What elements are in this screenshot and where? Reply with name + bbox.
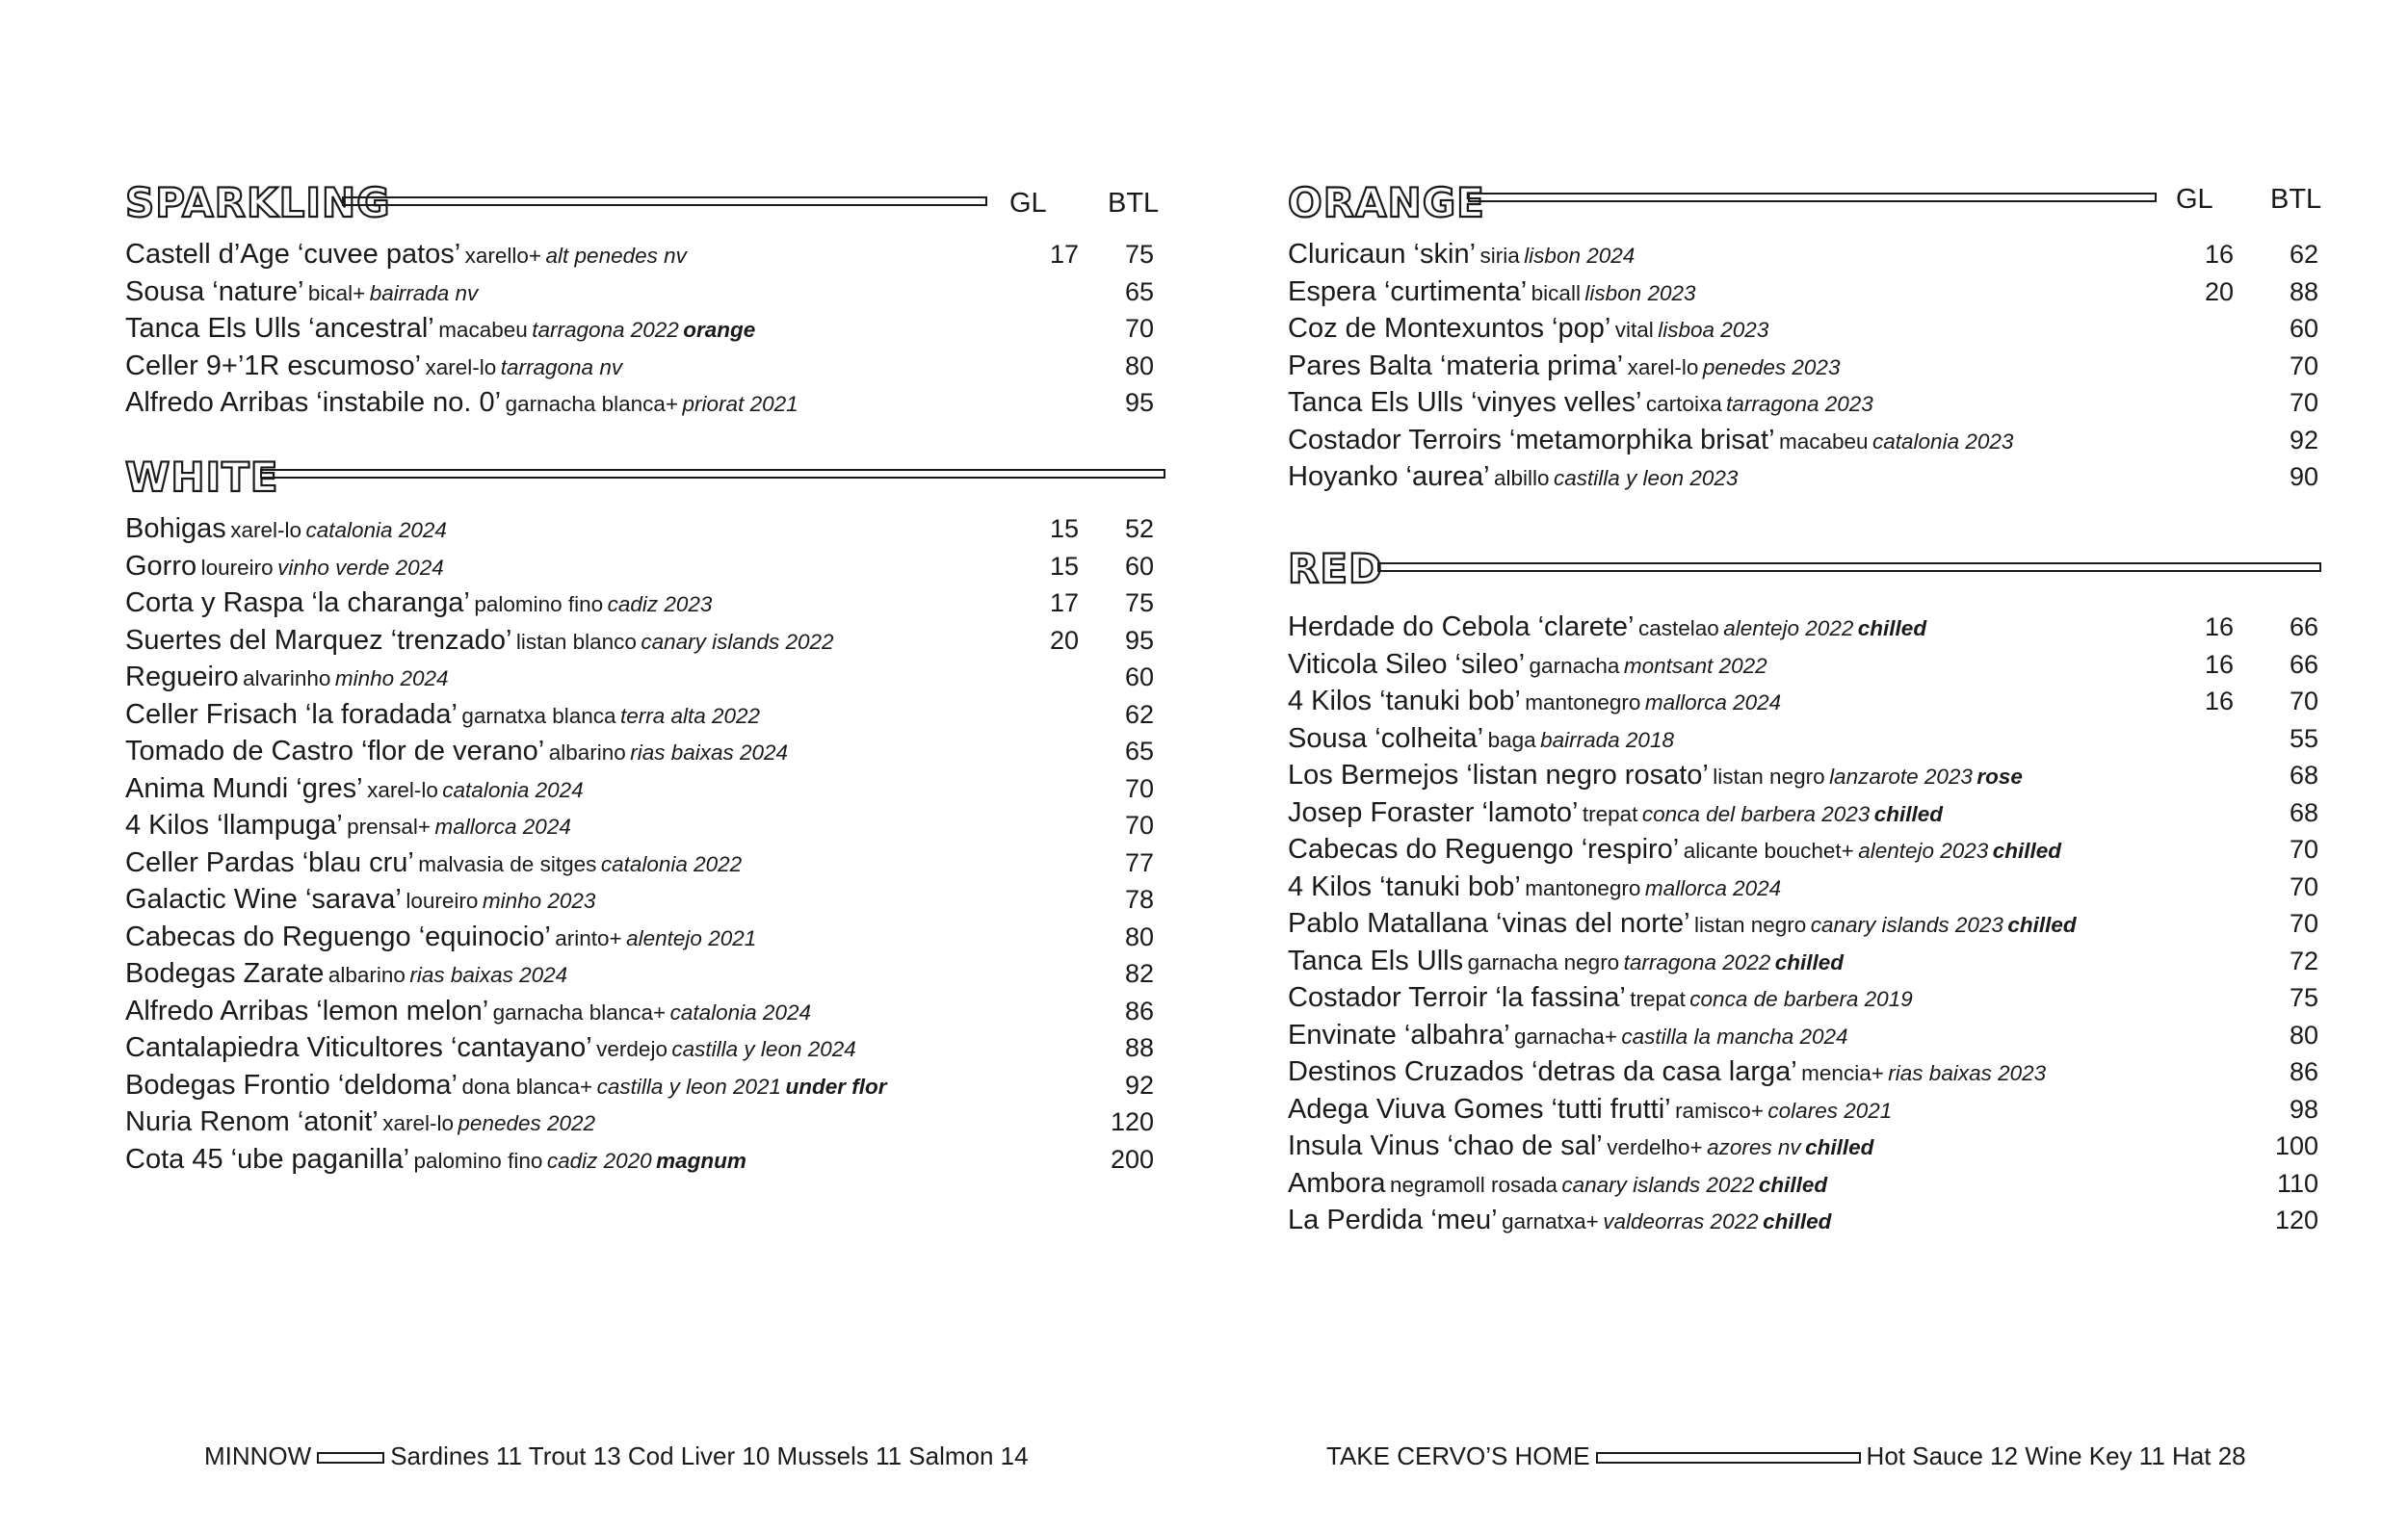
wine-row (125, 1029, 1165, 1067)
bottle-price: 60 (1124, 662, 1154, 691)
wine-note: orange (683, 318, 756, 342)
wine-region: tarragona 2022 (532, 318, 679, 342)
bottle-price: 66 (2289, 612, 2318, 641)
wine-row (1288, 348, 2323, 385)
wine-row (125, 584, 1165, 622)
gl-header: GL (1009, 188, 1047, 219)
wine-name: Sousa ‘colheita’ (1288, 722, 1484, 754)
glass-price: 16 (2204, 687, 2234, 715)
wine-name: 4 Kilos ‘llampuga’ (125, 810, 343, 841)
glass-price: 15 (1049, 551, 1079, 581)
minnow-divider (317, 1452, 384, 1464)
wine-grape: albarino (327, 963, 406, 987)
wine-grape: xarel-lo (230, 518, 302, 542)
bottle-price: 60 (2289, 314, 2318, 343)
bottle-price: 82 (1124, 959, 1154, 988)
wine-row (1288, 236, 2323, 273)
wine-row (125, 807, 1165, 844)
wine-note: chilled (1774, 949, 1845, 974)
white-header (125, 453, 1165, 510)
wine-name: Gorro (125, 550, 197, 582)
wine-name: Sousa ‘nature’ (125, 275, 304, 307)
wine-grape: garnatxa+ (1502, 1209, 1599, 1233)
sparkling-list (125, 236, 1165, 422)
bottle-price: 66 (2289, 649, 2318, 679)
wine-row (1288, 646, 2323, 684)
wine-row (125, 659, 1165, 696)
glass-price: 15 (1049, 514, 1079, 543)
wine-note: chilled (1763, 1209, 1832, 1233)
red-title: RED (1288, 545, 1383, 592)
wine-grape: siria (1479, 244, 1520, 268)
wine-name: 4 Kilos ‘tanuki bob’ (1288, 870, 1521, 902)
wine-row (1288, 458, 2323, 496)
wine-row (1288, 683, 2323, 720)
wine-region: priorat 2021 (682, 392, 798, 416)
wine-grape: garnacha blanca+ (492, 1000, 667, 1025)
wine-grape: trepat (1630, 987, 1686, 1011)
wine-name: Bodegas Zarate (125, 958, 325, 989)
wine-region: colares 2021 (1767, 1098, 1893, 1123)
wine-row (125, 881, 1165, 919)
wine-region: canary islands 2023 (1810, 913, 2003, 937)
wine-grape: malvasia de sitges (418, 851, 597, 876)
wine-name: Tanca Els Ulls ‘ancestral’ (125, 313, 434, 344)
wine-region: azores nv (1707, 1135, 1801, 1159)
wine-name: Hoyanko ‘aurea’ (1288, 461, 1490, 492)
wine-name: Ambora (1288, 1167, 1386, 1199)
wine-name: Alfredo Arribas ‘instabile no. 0’ (125, 387, 502, 418)
wine-name: Pares Balta ‘materia prima’ (1288, 350, 1624, 381)
wine-name: Galactic Wine ‘sarava’ (125, 884, 402, 915)
wine-name: La Perdida ‘meu’ (1288, 1205, 1498, 1235)
wine-row (125, 622, 1165, 660)
wine-name: Nuria Renom ‘atonit’ (125, 1106, 379, 1137)
bottle-price: 88 (1124, 1033, 1154, 1062)
bottle-price: 70 (2289, 835, 2318, 864)
wine-note: chilled (1805, 1135, 1874, 1159)
wine-region: catalonia 2024 (305, 518, 447, 542)
wine-region: lanzarote 2023 (1829, 765, 1973, 789)
bottle-price: 68 (2289, 761, 2318, 790)
wine-region: catalonia 2024 (442, 777, 584, 802)
glass-price: 17 (1049, 240, 1079, 269)
wine-region: rias baixas 2024 (409, 963, 568, 987)
glass-price: 16 (2204, 612, 2234, 641)
bottle-price: 86 (1124, 996, 1154, 1026)
wine-name: Tomado de Castro ‘flor de verano’ (125, 736, 545, 766)
bottle-price: 80 (1124, 922, 1154, 951)
merch-footer (1326, 1437, 2246, 1475)
white-divider (260, 469, 1165, 479)
merch-divider (1596, 1452, 1861, 1464)
wine-grape: xarel-lo (382, 1111, 454, 1135)
wine-note: chilled (1857, 616, 1927, 640)
wine-row (1288, 757, 2323, 794)
wine-row (1288, 1017, 2323, 1054)
wine-name: Herdade do Cebola ‘clarete’ (1288, 611, 1635, 642)
wine-row (1288, 1128, 2323, 1165)
wine-row (125, 273, 1165, 311)
wine-region: bairrada 2018 (1540, 727, 1674, 752)
wine-row (125, 1067, 1165, 1104)
wine-name: Pablo Matallana ‘vinas del norte’ (1288, 908, 1690, 939)
wine-grape: mencia+ (1801, 1061, 1884, 1085)
wine-row (125, 548, 1165, 585)
wine-grape: garnacha (1529, 653, 1620, 678)
orange-divider (1468, 193, 2157, 202)
wine-row (125, 310, 1165, 348)
bottle-price: 110 (2276, 1168, 2318, 1198)
red-divider (1377, 562, 2321, 572)
wine-row (125, 955, 1165, 993)
minnow-footer (204, 1437, 1029, 1475)
wine-name: Cota 45 ‘ube paganilla’ (125, 1143, 410, 1175)
bottle-price: 70 (1124, 314, 1154, 343)
wine-grape: cartoixa (1645, 392, 1722, 416)
red-header (1288, 544, 2323, 609)
wine-grape: castelao (1637, 616, 1719, 640)
wine-region: tarragona 2022 (1623, 949, 1771, 974)
wine-region: tarragona 2023 (1726, 392, 1873, 416)
bottle-price: 98 (2289, 1094, 2318, 1124)
wine-row (125, 510, 1165, 548)
glass-price: 20 (1049, 625, 1079, 655)
bottle-price: 77 (1124, 847, 1154, 877)
wine-grape: xarel-lo (1627, 354, 1699, 379)
wine-grape: alicante bouchet+ (1683, 839, 1854, 863)
wine-grape: loureiro (406, 889, 479, 913)
bottle-price: 62 (1124, 699, 1154, 729)
glass-price: 16 (2204, 240, 2234, 269)
bottle-price: 70 (1124, 773, 1154, 803)
wine-grape: palomino fino (413, 1148, 543, 1173)
wine-region: penedes 2023 (1702, 354, 1841, 379)
wine-row (1288, 310, 2323, 348)
wine-grape: albillo (1494, 466, 1550, 490)
wine-grape: bical+ (307, 280, 366, 305)
wine-grape: prensal+ (347, 815, 432, 839)
bottle-price: 120 (1110, 1107, 1154, 1136)
bottle-price: 65 (1124, 276, 1154, 306)
white-title: WHITE (125, 454, 279, 501)
merch-label: TAKE CERVO’S HOME (1326, 1441, 1590, 1470)
sparkling-title: SPARKLING (125, 179, 391, 226)
wine-name: Regueiro (125, 662, 239, 692)
wine-name: Anima Mundi ‘gres’ (125, 772, 363, 804)
wine-row (1288, 1165, 2323, 1203)
bottle-price: 80 (2289, 1020, 2318, 1050)
wine-grape: xarel-lo (425, 354, 497, 379)
wine-region: castilla y leon 2021 (596, 1074, 782, 1099)
bottle-price: 200 (1110, 1144, 1154, 1174)
glass-price: 17 (1049, 588, 1079, 617)
wine-region: cadiz 2023 (607, 592, 713, 616)
wine-region: castilla la mancha 2024 (1621, 1024, 1848, 1049)
wine-region: vinho verde 2024 (277, 555, 444, 580)
wine-row (125, 993, 1165, 1030)
orange-list (1288, 236, 2323, 496)
wine-name: Cabecas do Reguengo ‘equinocio’ (125, 921, 551, 952)
wine-name: 4 Kilos ‘tanuki bob’ (1288, 686, 1521, 716)
wine-name: Corta y Raspa ‘la charanga’ (125, 587, 470, 618)
wine-name: Celler Pardas ‘blau cru’ (125, 846, 414, 878)
wine-region: lisboa 2023 (1658, 318, 1769, 342)
orange-title: ORANGE (1288, 179, 1485, 226)
wine-row (1288, 1091, 2323, 1129)
wine-region: lisbon 2024 (1524, 244, 1636, 268)
bottle-price: 68 (2289, 797, 2318, 827)
wine-region: catalonia 2023 (1872, 428, 2014, 454)
bottle-price: 95 (1124, 625, 1154, 655)
bottle-price: 60 (1124, 551, 1154, 581)
bottle-price: 70 (2289, 871, 2318, 901)
wine-name: Coz de Montexuntos ‘pop’ (1288, 313, 1611, 344)
bottle-price: 62 (2289, 240, 2318, 269)
minnow-items: Sardines 11 Trout 13 Cod Liver 10 Mussels 11 Salmon 14 (390, 1441, 1029, 1470)
wine-row (125, 1104, 1165, 1141)
wine-row (1288, 943, 2323, 980)
wine-grape: garnacha negro (1467, 949, 1620, 974)
wine-row (125, 770, 1165, 808)
white-list (125, 510, 1165, 1178)
wine-grape: listan negro (1713, 765, 1825, 789)
wine-row (1288, 831, 2323, 869)
wine-region: bairrada nv (369, 280, 479, 305)
wine-region: alentejo 2023 (1858, 839, 1989, 863)
bottle-price: 90 (2289, 462, 2318, 491)
wine-region: canary islands 2022 (641, 629, 834, 654)
wine-row (125, 348, 1165, 385)
bottle-price: 72 (2289, 946, 2318, 975)
wine-name: Alfredo Arribas ‘lemon melon’ (125, 995, 489, 1026)
bottle-price: 75 (2289, 983, 2318, 1012)
wine-grape: negramoll rosada (1390, 1172, 1557, 1197)
wine-row (1288, 609, 2323, 646)
white-section (125, 453, 1165, 1178)
wine-name: Envinate ‘albahra’ (1288, 1019, 1510, 1051)
wine-note: under flor (785, 1074, 887, 1099)
wine-name: Cantalapiedra Viticultores ‘cantayano’ (125, 1032, 592, 1063)
wine-name: Viticola Sileo ‘sileo’ (1288, 648, 1526, 680)
wine-name: Costador Terroirs ‘metamorphika brisat’ (1288, 424, 1775, 455)
wine-region: conca del barbera 2023 (1641, 801, 1871, 826)
wine-region: castilla y leon 2024 (671, 1037, 856, 1061)
wine-grape: mantonegro (1525, 690, 1641, 714)
wine-grape: alvarinho (243, 666, 331, 690)
wine-region: tarragona nv (500, 354, 623, 379)
bottle-price: 55 (2289, 723, 2318, 753)
bottle-price: 70 (2289, 687, 2318, 715)
wine-name: Adega Viuva Gomes ‘tutti frutti’ (1288, 1093, 1671, 1125)
wine-grape: macabeu (1779, 428, 1869, 454)
wine-row (125, 919, 1165, 956)
red-list (1288, 609, 2323, 1239)
wine-row (1288, 979, 2323, 1017)
wine-grape: trepat (1582, 801, 1638, 826)
wine-note: chilled (2007, 913, 2077, 937)
wine-note: magnum (656, 1148, 746, 1173)
wine-name: Insula Vinus ‘chao de sal’ (1288, 1130, 1603, 1161)
wine-region: rias baixas 2024 (630, 740, 789, 765)
wine-region: catalonia 2022 (600, 851, 743, 876)
wine-row (1288, 422, 2323, 459)
bottle-price: 75 (1124, 240, 1154, 269)
wine-region: penedes 2022 (458, 1111, 596, 1135)
bottle-price: 70 (2289, 909, 2318, 938)
wine-name: Josep Foraster ‘lamoto’ (1288, 796, 1579, 828)
wine-grape: garnacha blanca+ (505, 392, 679, 416)
wine-region: lisbon 2023 (1584, 280, 1696, 305)
wine-grape: mantonegro (1525, 875, 1641, 900)
wine-region: rias baixas 2023 (1888, 1061, 2047, 1085)
wine-grape: listan blanco (515, 629, 637, 654)
bottle-price: 92 (2289, 425, 2318, 454)
wine-name: Suertes del Marquez ‘trenzado’ (125, 624, 512, 656)
wine-grape: baga (1487, 727, 1536, 752)
wine-name: Celler Frisach ‘la foradada’ (125, 698, 458, 730)
wine-region: mallorca 2024 (434, 815, 571, 839)
wine-region: mallorca 2024 (1644, 690, 1782, 714)
wine-name: Bodegas Frontio ‘deldoma’ (125, 1069, 458, 1101)
wine-name: Cluricaun ‘skin’ (1288, 239, 1477, 270)
wine-region: castilla y leon 2023 (1554, 466, 1739, 490)
wine-row (1288, 273, 2323, 311)
wine-name: Bohigas (125, 513, 226, 544)
wine-grape: loureiro (200, 555, 274, 580)
gl-header-right: GL (2176, 184, 2213, 215)
btl-header-right: BTL (2270, 184, 2322, 215)
wine-name: Castell d’Age ‘cuvee patos’ (125, 239, 461, 270)
orange-section (1288, 178, 2323, 496)
bottle-price: 75 (1124, 588, 1154, 617)
wine-row (125, 733, 1165, 770)
wine-region: mallorca 2024 (1644, 875, 1782, 900)
wine-name: Espera ‘curtimenta’ (1288, 275, 1528, 307)
bottle-price: 88 (2289, 276, 2318, 306)
wine-row (1288, 384, 2323, 422)
bottle-price: 70 (2289, 351, 2318, 380)
wine-region: terra alta 2022 (619, 703, 761, 728)
wine-grape: ramisco+ (1675, 1098, 1764, 1123)
bottle-price: 52 (1124, 514, 1154, 543)
wine-row (1288, 720, 2323, 758)
wine-name: Cabecas do Reguengo ‘respiro’ (1288, 834, 1680, 865)
wine-grape: bicall (1531, 280, 1581, 305)
sparkling-header (125, 178, 1165, 236)
wine-name: Tanca Els Ulls ‘vinyes velles’ (1288, 387, 1642, 418)
merch-items: Hot Sauce 12 Wine Key 11 Hat 28 (1866, 1441, 2246, 1470)
wine-note: chilled (1992, 839, 2062, 863)
wine-grape: albarino (548, 740, 626, 765)
wine-row (1288, 794, 2323, 832)
wine-grape: listan negro (1693, 913, 1807, 937)
wine-region: cadiz 2020 (546, 1148, 652, 1173)
bottle-price: 70 (1124, 811, 1154, 840)
wine-grape: garnatxa blanca (461, 703, 616, 728)
wine-region: catalonia 2024 (669, 1000, 811, 1025)
wine-grape: arinto+ (555, 925, 622, 950)
wine-grape: xarel-lo (367, 777, 438, 802)
wine-grape: garnacha+ (1514, 1024, 1617, 1049)
wine-name: Destinos Cruzados ‘detras da casa larga’ (1288, 1056, 1797, 1087)
wine-note: rose (1976, 765, 2023, 789)
wine-region: alentejo 2022 (1723, 616, 1854, 640)
glass-price: 16 (2204, 649, 2234, 679)
wine-region: montsant 2022 (1623, 653, 1767, 678)
wine-note: chilled (1873, 801, 1944, 826)
wine-grape: macabeu (438, 318, 528, 342)
bottle-price: 65 (1124, 737, 1154, 766)
wine-region: alt penedes nv (545, 244, 687, 268)
wine-region: minho 2024 (334, 666, 449, 690)
wine-region: conca de barbera 2019 (1689, 987, 1913, 1011)
minnow-label: MINNOW (204, 1441, 312, 1470)
sparkling-section (125, 178, 1165, 422)
bottle-price: 120 (2274, 1206, 2318, 1234)
wine-row (1288, 1053, 2323, 1091)
wine-name: Tanca Els Ulls (1288, 945, 1464, 976)
bottle-price: 80 (1124, 351, 1154, 380)
wine-row (125, 1141, 1165, 1179)
wine-note: chilled (1758, 1172, 1828, 1197)
wine-region: canary islands 2022 (1561, 1172, 1755, 1197)
wine-name: Celler 9+’1R escumoso’ (125, 350, 422, 381)
glass-price: 20 (2204, 276, 2234, 306)
bottle-price: 95 (1124, 388, 1154, 417)
wine-row (1288, 869, 2323, 906)
wine-grape: vital (1614, 318, 1654, 342)
wine-row (1288, 1202, 2323, 1239)
sparkling-divider (342, 196, 987, 206)
wine-grape: verdejo (596, 1037, 667, 1061)
wine-grape: verdelho+ (1607, 1135, 1703, 1159)
wine-region: minho 2023 (482, 889, 596, 913)
wine-row (125, 384, 1165, 422)
wine-grape: palomino fino (474, 592, 604, 616)
orange-header (1288, 178, 2323, 236)
wine-row (125, 236, 1165, 273)
bottle-price: 92 (1124, 1070, 1154, 1100)
bottle-price: 78 (1124, 885, 1154, 914)
bottle-price: 86 (2289, 1057, 2318, 1086)
wine-region: valdeorras 2022 (1603, 1209, 1759, 1233)
wine-row (125, 696, 1165, 734)
wine-region: alentejo 2021 (626, 925, 757, 950)
wine-name: Costador Terroir ‘la fassina’ (1288, 982, 1626, 1013)
bottle-price: 70 (2289, 388, 2318, 417)
red-section (1288, 544, 2323, 1239)
wine-row (125, 844, 1165, 882)
bottle-price: 100 (2274, 1131, 2318, 1160)
wine-grape: dona blanca+ (461, 1074, 593, 1099)
wine-grape: xarello+ (464, 244, 542, 268)
wine-name: Los Bermejos ‘listan negro rosato’ (1288, 760, 1709, 791)
wine-row (1288, 905, 2323, 943)
btl-header: BTL (1108, 188, 1160, 219)
